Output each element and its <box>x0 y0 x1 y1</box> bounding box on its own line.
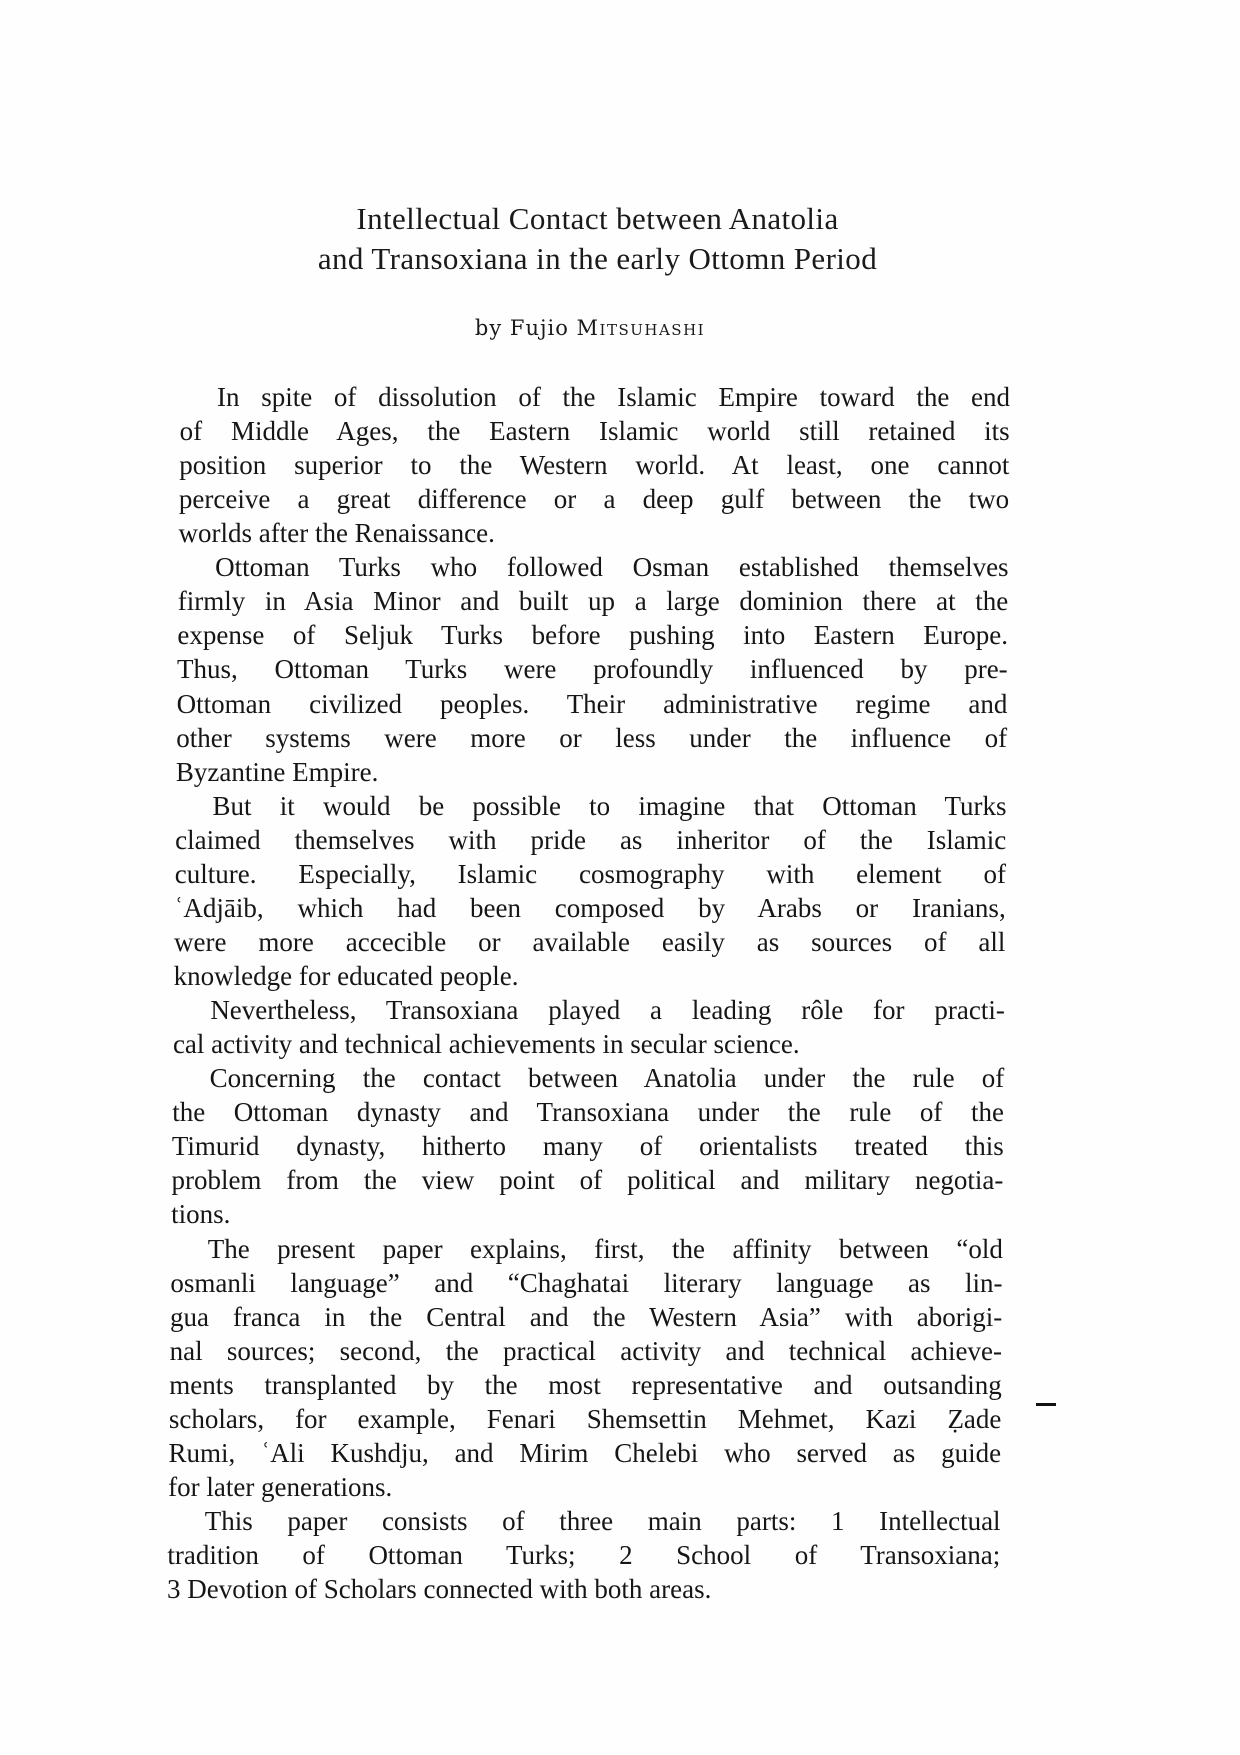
paragraph-line: Byzantine Empire. <box>175 756 379 787</box>
paragraph-line: nal sources; second, the practical activity and technical achieve- <box>169 1335 1002 1366</box>
byline-surname: Mitsuhashi <box>576 316 706 340</box>
paragraph-line: position superior to the Western world. At least, one cannot <box>179 450 1010 481</box>
paragraph-line: other systems were more or less under the influence of <box>176 722 1008 753</box>
paragraph-line: Rumi, ʿAli Kushdju, and Mirim Chelebi who served as guide <box>168 1437 1002 1468</box>
paragraph-line: Timurid dynasty, hitherto many of orientalists treated this <box>171 1131 1004 1162</box>
paragraph-line: cal activity and technical achievements in secular science. <box>172 1029 800 1060</box>
paragraph-first-line: The present paper explains, first, the affinity between “old <box>207 1233 1003 1264</box>
margin-mark <box>1036 1403 1056 1406</box>
paragraph-first-line: Concerning the contact between Anatolia under the rule of <box>209 1063 1005 1094</box>
paragraph-line: problem from the view point of political and military negotia- <box>171 1165 1004 1196</box>
title-line-2: and Transoxiana in the early Ottomn Period <box>317 241 878 276</box>
paragraph-first-line: Nevertheless, Transoxiana played a leading rôle for practi- <box>210 995 1005 1026</box>
paragraph-first-line: In spite of dissolution of the Islamic Empire toward the end <box>217 382 1010 412</box>
paragraph-line: perceive a great difference or a deep gulf between the two <box>178 484 1010 515</box>
paragraph-first-line: This paper consists of three main parts: 1 Intellectual <box>204 1505 1001 1536</box>
paragraph-line: tions. <box>171 1199 231 1230</box>
paragraph-line: expense of Seljuk Turks before pushing into Eastern Europe. <box>177 620 1008 651</box>
paragraph-line: knowledge for educated people. <box>173 961 519 992</box>
paragraph-line: were more accecible or available easily as sources of all <box>174 926 1006 957</box>
paragraph-line: tradition of Ottoman Turks; 2 School of Transoxiana; <box>167 1540 1001 1571</box>
byline-prefix: by Fujio <box>474 316 569 340</box>
paragraph-first-line: Ottoman Turks who followed Osman established themselves <box>215 552 1009 583</box>
paragraph-line: for later generations. <box>168 1471 393 1502</box>
paragraph-line: gua franca in the Central and the Western Asia” with aborigi- <box>169 1301 1003 1332</box>
paragraph-line: the Ottoman dynasty and Transoxiana under the rule of the <box>172 1097 1004 1128</box>
paragraph-line: Ottoman civilized peoples. Their administrative regime and <box>176 688 1008 719</box>
title-line-1: Intellectual Contact between Anatolia <box>356 201 839 236</box>
paragraph-line: osmanli language” and “Chaghatai literary language as lin- <box>170 1267 1003 1298</box>
paragraph-line: firmly in Asia Minor and built up a large dominion there at the <box>177 586 1009 617</box>
paragraph-line: culture. Especially, Islamic cosmography with element of <box>174 858 1006 889</box>
paragraph-line: scholars, for example, Fenari Shemsettin Mehmet, Kazi Ẓade <box>168 1403 1002 1434</box>
paragraph-line: claimed themselves with pride as inheritor of the Islamic <box>175 824 1007 855</box>
paragraph-line: ments transplanted by the most representative and outsanding <box>169 1369 1002 1400</box>
paragraph-line: Thus, Ottoman Turks were profoundly influenced by pre- <box>177 654 1008 685</box>
paragraph-first-line: But it would be possible to imagine that Ottoman Turks <box>212 790 1007 821</box>
paragraph-line: ʿAdjāib, which had been composed by Arabs or Iranians, <box>174 892 1006 923</box>
byline <box>0 316 1180 340</box>
paragraph-line: worlds after the Renaissance. <box>178 518 495 549</box>
paragraph-line: of Middle Ages, the Eastern Islamic world still retained its <box>179 416 1010 447</box>
paragraph-line: 3 Devotion of Scholars connected with both areas. <box>167 1574 712 1605</box>
